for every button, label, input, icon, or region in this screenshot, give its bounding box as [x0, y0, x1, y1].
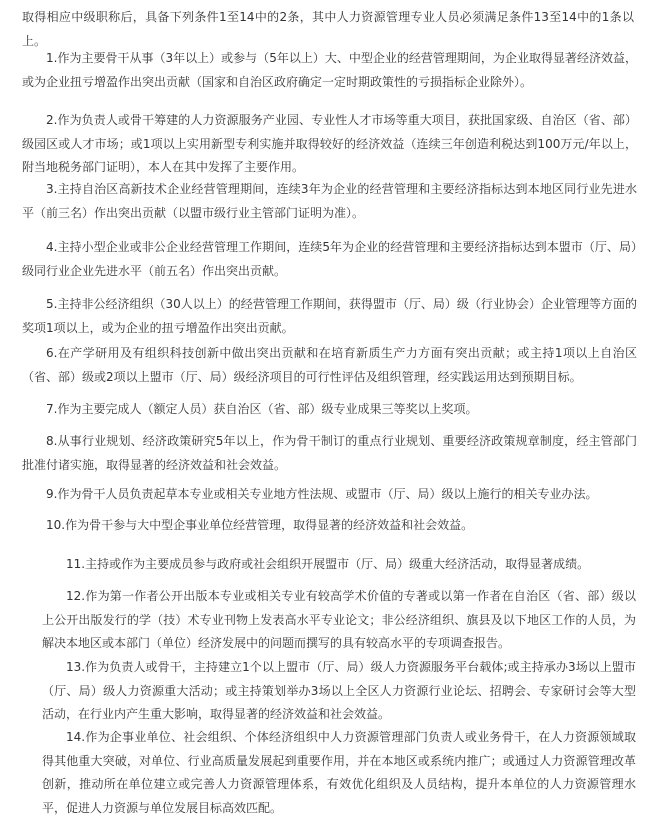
condition-item-11: 11.主持或作为主要成员参与政府或社会组织开展盟市（厅、局）级重大经济活动，取得显著成绩。	[66, 557, 590, 571]
condition-item-14: 14.作为企事业单位、社会组织、个体经济组织中人力资源管理部门负责人或业务骨干，在人力资源领域取得其他重大突破，对单位、行业高质量发展起到重要作用，并在本地区或系统内推广；或通过人力资源管理改革创新，推动所在单位建立或完善人力资源管理体系，有效优化组织及人员结构，提升本单位的人力资源管理水平，促进人力资源与单位发展目标高效匹配。	[42, 730, 636, 815]
condition-item-3: 3.主持自治区高新技术企业经营管理期间，连续3年为企业的经营管理和主要经济指标达到本地区同行业先进水平（前三名）作出突出贡献（以盟市级行业主管部门证明为准）。	[22, 182, 637, 220]
condition-item-12: 12.作为第一作者公开出版本专业或相关专业有较高学术价值的专著或以第一作者在自治区（省、部）级以上公开出版发行的学（技）术专业刊物上发表高水平专业论文；非公经济组织、旗县及以下地区工作的人员，为解决本地区或本部门（单位）经济发展中的问题而撰写的具有较高水平的专项调查报告。	[42, 589, 636, 650]
condition-item-13: 13.作为负责人或骨干，主持建立1个以上盟市（厅、局）级人力资源服务平台载体;或主持承办3场以上盟市（厅、局）级人力资源重大活动；或主持策划举办3场以上全区人力资源行业论坛、招聘会、专家研讨会等大型活动，在行业内产生重大影响，取得显著的经济效益和社会效益。	[42, 660, 636, 721]
condition-item-2: 2.作为负责人或骨干筹建的人力资源服务产业园、专业性人才市场等重大项目，获批国家级、自治区（省、部）级园区或人才市场；或1项以上实用新型专利实施并取得较好的经济效益（连续三年创造利税达到100万元/年以上，附当地税务部门证明），本人在其中发挥了主要作用。	[22, 113, 637, 174]
condition-item-7: 7.作为主要完成人（额定人员）获自治区（省、部）级专业成果三等奖以上奖项。	[46, 402, 478, 416]
condition-item-4: 4.主持小型企业或非公企业经营管理工作期间，连续5年为企业的经营管理和主要经济指标达到本盟市（厅、局）级同行业企业先进水平（前五名）作出突出贡献。	[22, 240, 637, 278]
condition-item-6: 6.在产学研用及有组织科技创新中做出突出贡献和在培育新质生产力方面有突出贡献；或主持1项以上自治区（省、部）级或2项以上盟市（厅、局）级经济项目的可行性评估及组织管理，经实践运用达到预期目标。	[22, 346, 637, 384]
intro-paragraph: 取得相应中级职称后，具备下列条件1至14中的2条，其中人力资源管理专业人员必须满足条件13至14中的1条以上。	[22, 10, 634, 48]
condition-item-8: 8.从事行业规划、经济政策研究5年以上，作为骨干制订的重点行业规划、重要经济政策规章制度，经主管部门批准付诸实施，取得显著的经济效益和社会效益。	[22, 434, 637, 472]
condition-item-1: 1.作为主要骨干从事（3年以上）或参与（5年以上）大、中型企业的经营管理期间，为企业取得显著经济效益，或为企业扭亏增盈作出突出贡献（国家和自治区政府确定一定时期政策性的亏损指标企业除外）。	[22, 51, 637, 89]
condition-item-9: 9.作为骨干人员负责起草本专业或相关专业地方性法规、或盟市（厅、局）级以上施行的相关专业办法。	[46, 487, 598, 501]
condition-item-5: 5.主持非公经济组织（30人以上）的经营管理工作期间，获得盟市（厅、局）级（行业协会）企业管理等方面的奖项1项以上，或为企业的扭亏增盈作出突出贡献。	[22, 297, 637, 335]
condition-item-10: 10.作为骨干参与大中型企事业单位经营管理，取得显著的经济效益和社会效益。	[46, 518, 474, 532]
